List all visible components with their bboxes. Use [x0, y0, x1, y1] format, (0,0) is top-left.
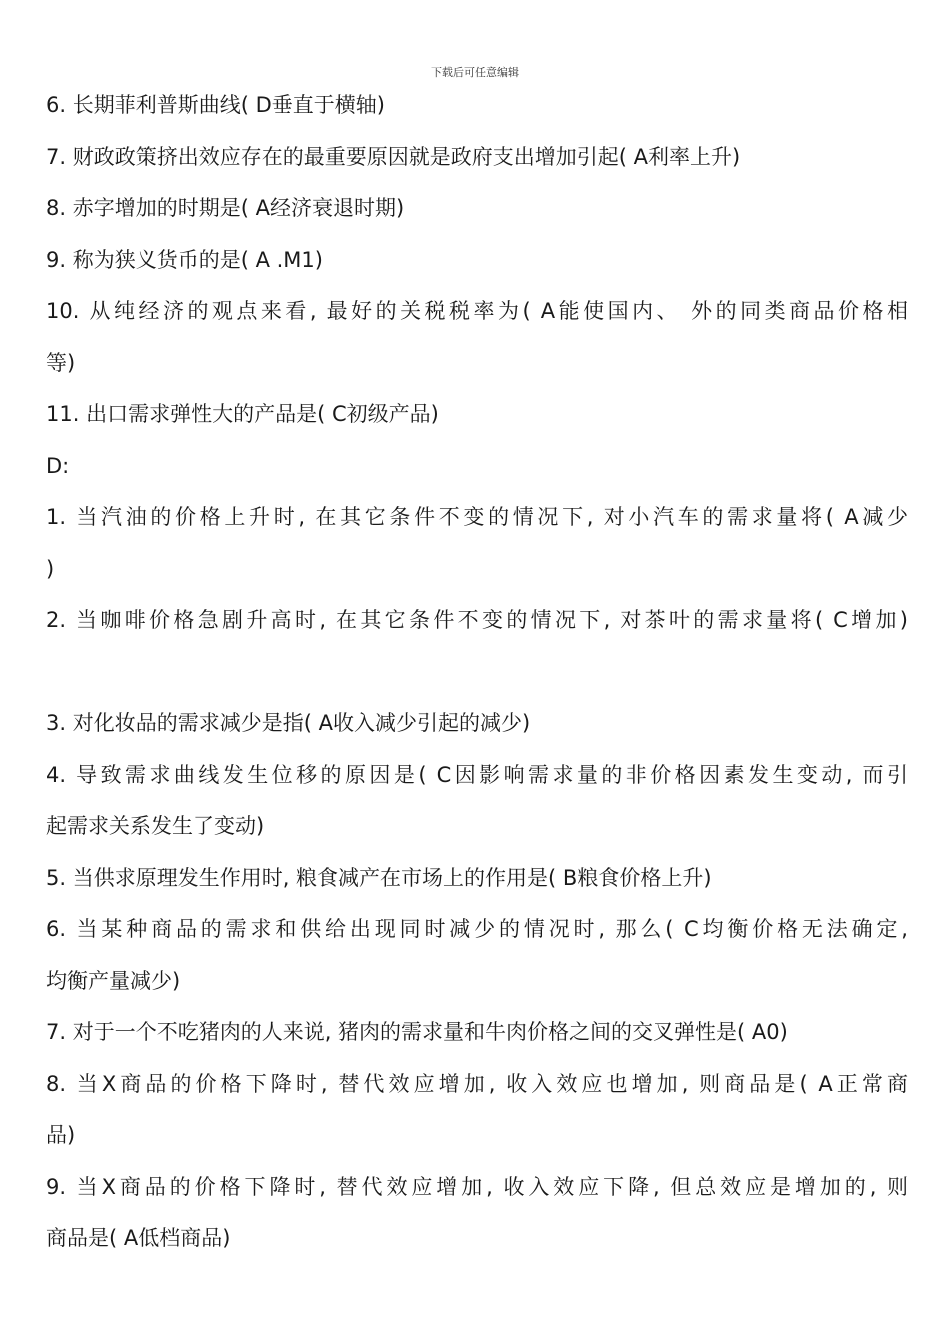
text-line: 8. 赤字增加的时期是( A经济衰退时期): [46, 196, 405, 220]
text-line: 均衡产量减少): [46, 968, 181, 993]
text-line: 4. 导致需求曲线发生位移的原因是( C因影响需求量的非价格因素发生变动, 而引: [46, 762, 908, 787]
text-line: 10. 从纯经济的观点来看, 最好的关税税率为( A能使国内、 外的同类商品价格相: [46, 299, 908, 323]
text-line: 1. 当汽油的价格上升时, 在其它条件不变的情况下, 对小汽车的需求量将( A减少: [46, 505, 908, 529]
text-line: 起需求关系发生了变动): [46, 814, 265, 838]
blank-line: [46, 647, 908, 699]
text-line: 9. 称为狭义货币的是( A .M1): [46, 247, 323, 272]
section-heading: D:: [46, 453, 70, 478]
document-body: [46, 80, 908, 1265]
text-line: 8. 当X商品的价格下降时, 替代效应增加, 收入效应也增加, 则商品是( A正常商: [46, 1071, 908, 1096]
text-line: 品): [46, 1123, 76, 1147]
text-line: 3. 对化妆品的需求减少是指( A收入减少引起的减少): [46, 711, 531, 735]
text-line: 7. 财政政策挤出效应存在的最重要原因就是政府支出增加引起( A利率上升): [46, 144, 741, 169]
page-header: 下载后可任意编辑: [431, 66, 519, 79]
text-line: 等): [46, 350, 76, 375]
text-line: 7. 对于一个不吃猪肉的人来说, 猪肉的需求量和牛肉价格之间的交叉弹性是( A0): [46, 1020, 788, 1044]
text-line: 6. 当某种商品的需求和供给出现同时减少的情况时, 那么( C均衡价格无法确定,: [46, 917, 908, 941]
text-line: 9. 当X商品的价格下降时, 替代效应增加, 收入效应下降, 但总效应是增加的, 则: [46, 1174, 908, 1199]
text-line: 6. 长期菲利普斯曲线( D垂直于横轴): [46, 93, 385, 117]
text-line: 11. 出口需求弹性大的产品是( C初级产品): [46, 402, 439, 426]
text-line: ): [46, 556, 55, 581]
text-line: 5. 当供求原理发生作用时, 粮食减产在市场上的作用是( B粮食价格上升): [46, 865, 712, 890]
text-line: 商品是( A低档商品): [46, 1226, 231, 1250]
text-line: 2. 当咖啡价格急剧升高时, 在其它条件不变的情况下, 对茶叶的需求量将( C增加): [46, 608, 908, 632]
